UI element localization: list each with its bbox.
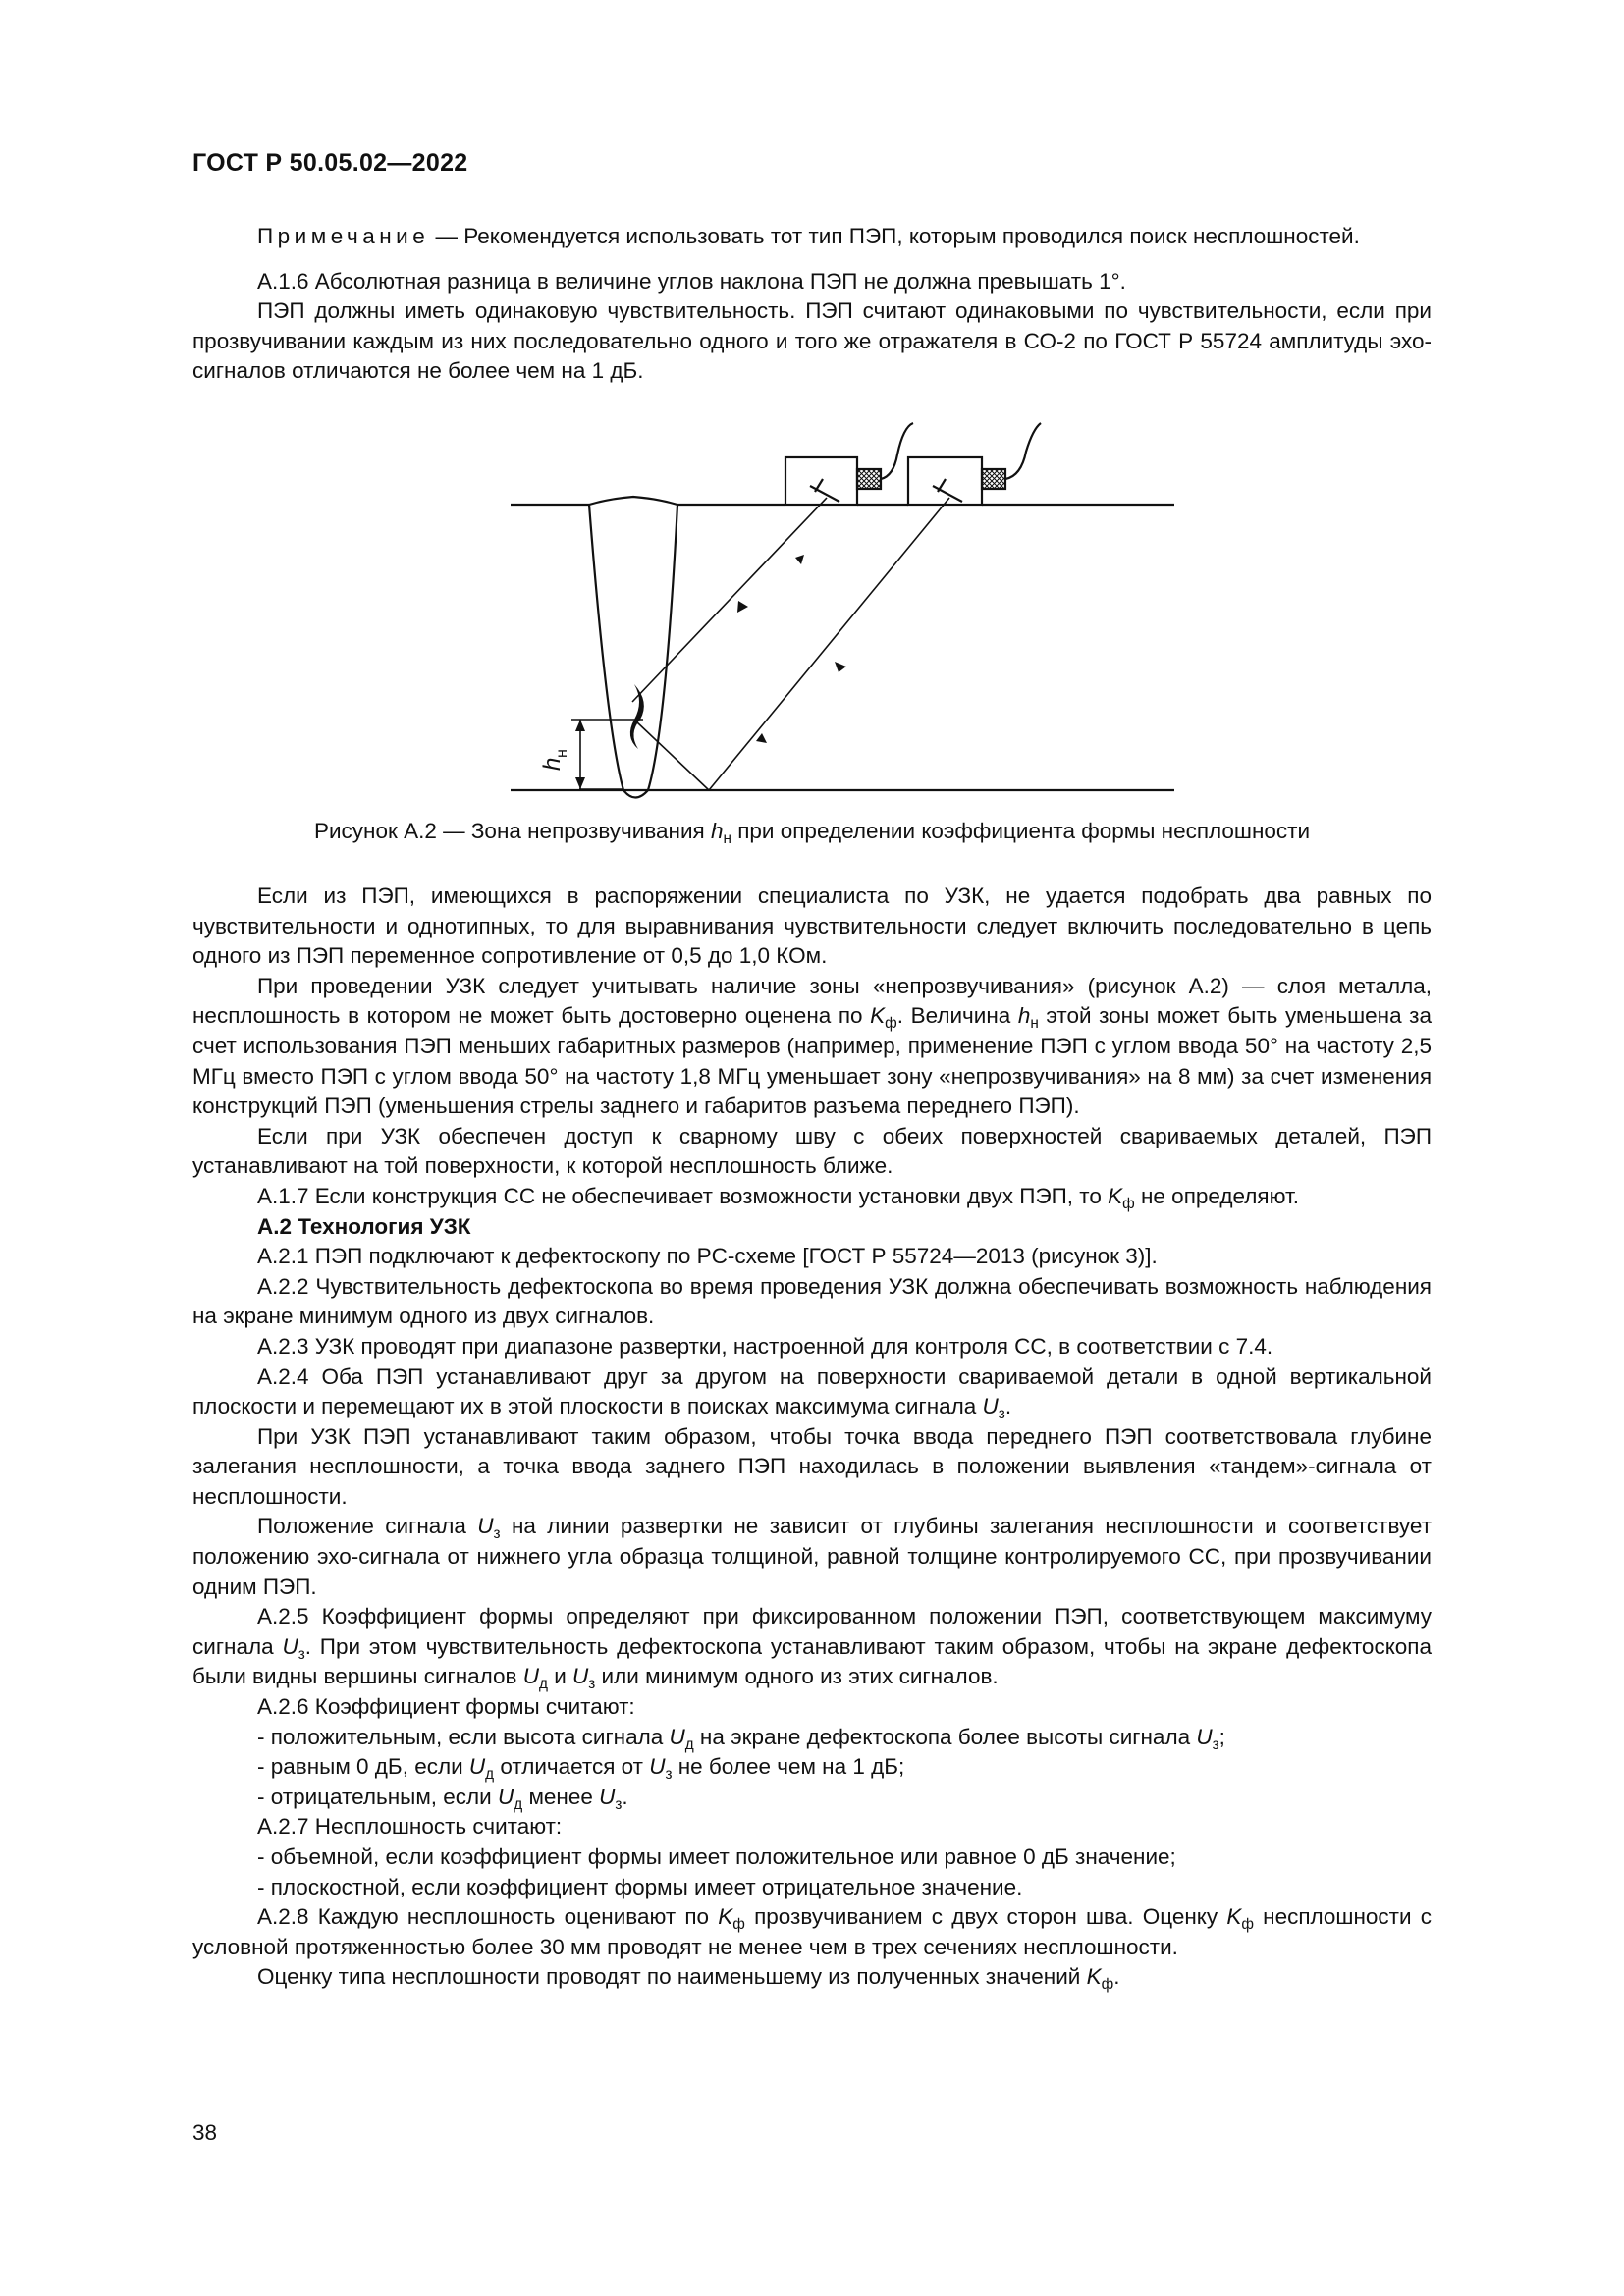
paragraph-a21: А.2.1 ПЭП подключают к дефектоскопу по PC-схеме [ГОСТ Р 55724—2013 (рисунок 3)]. [257,1244,1158,1269]
list-item-volumetric: - объемной, если коэффициент формы имеет положительное или равное 0 дБ значение; [257,1844,1176,1869]
paragraph-type-estimate: Оценку типа несплошности проводят по наименьшему из полученных значений $K_ф$. [257,1964,1120,1994]
paragraph-dead-zone: При проведении УЗК следует учитывать наличие зоны «непрозвучивания» (рисунок А.2) — слоя металла, несплошность в котором не может быть достоверно оценена по $K_ф$. Величина $h_н$ этой зоны может быть уменьшена за счет использования ПЭП меньших габаритных размеров (например, применение ПЭП с углом ввода 50° на частоту 2,5 МГц вместо ПЭП с углом ввода 50° на частоту 1,8 МГц уменьшает зону «непрозвучивания» на 8 мм) за счет изменения конструкций ПЭП (уменьшения стрелы заднего и габаритов разъема переднего ПЭП). [192,973,1432,1119]
beam-reflection [636,721,709,790]
list-item-positive: - положительным, если высота сигнала $U_д$ на экране дефектоскопа более высоты сигнала $U_з$; [257,1724,1225,1753]
paragraph-a25: А.2.5 Коэффициент формы определяют при фиксированном положении ПЭП, соответствующем максимуму сигнала $U_з$. При этом чувствительность дефектоскопа устанавливают таким образом, чтобы на экране дефектоскопа были видны вершины сигналов $U_д$ и $U_з$ или минимум одного из этих сигналов. [192,1604,1432,1693]
weld-seam [589,505,623,790]
list-item-zero: - равным 0 дБ, если $U_д$ отличается от $U_з$ не более чем на 1 дБ; [257,1754,905,1784]
paragraph-a22: А.2.2 Чувствительность дефектоскопа во время проведения УЗК должна обеспечивать возможность наблюдения на экране минимум одного из двух сигналов. [192,1273,1432,1329]
h-label: h [539,757,566,771]
paragraph-a24: А.2.4 Оба ПЭП устанавливают друг за другом на поверхности свариваемой детали в одной вертикальной плоскости и перемещают их в этой плоскости в поисках максимума сигнала $U_з$. [192,1363,1432,1422]
paragraph-access: Если при УЗК обеспечен доступ к сварному шву с обеих поверхностей свариваемых деталей, ПЭП устанавливают на той поверхности, к которой несплошность ближе. [192,1123,1432,1179]
paragraph-a23: А.2.3 УЗК проводят при диапазоне развертки, настроенной для контроля СС, в соответствии с 7.4. [257,1333,1273,1359]
beam-path-rear [632,498,827,702]
note-paragraph [192,222,1432,252]
plate-top-edge [511,497,785,505]
document-code-header: ГОСТ Р 50.05.02—2022 [192,149,468,177]
paragraph-a27: А.2.7 Несплошность считают: [257,1814,563,1840]
top-text-block [192,222,1432,387]
caption-text-start: Рисунок А.2 — Зона непрозвучивания [313,819,711,843]
beam-path-front-down [709,498,949,790]
paragraph-a17: А.1.7 Если конструкция СС не обеспечивает возможности установки двух ПЭП, то $K_ф$ не определяют. [257,1183,1300,1212]
h-label-subscript: н [554,749,570,758]
body-text-block [192,881,1432,1993]
paragraph-probe-position: При УЗК ПЭП устанавливают таким образом, чтобы точка ввода переднего ПЭП соответствовала глубине залегания несплошности, а точка ввода заднего ПЭП находилась в положении выявления «тандем»-сигнала от несплошности. [192,1423,1432,1509]
paragraph-a16: А.1.6 Абсолютная разница в величине углов наклона ПЭП не должна превышать 1°. [257,268,1126,294]
page-number: 38 [192,2120,218,2145]
note-label: Примечание [257,224,430,248]
figure-caption [192,817,1432,846]
paragraph-a26: А.2.6 Коэффициент формы считают: [257,1694,635,1720]
paragraph-a28: А.2.8 Каждую несплошность оценивают по $K_ф$ прозвучиванием с двух сторон шва. Оценку $K_ф$ несплошности с условной протяженностью более 30 мм проводят не менее чем в трех сечениях несплошности. [192,1904,1432,1959]
discontinuity-icon [630,684,644,749]
paragraph-equalize: Если из ПЭП, имеющихся в распоряжении специалиста по УЗК, не удается подобрать два равных по чувствительности и однотипных, то для выравнивания чувствительности следует включить последовательно в цепь одного из ПЭП переменное сопротивление от 0,5 до 1,0 КОм. [192,883,1432,969]
figure-a2-diagram [491,407,1178,810]
caption-symbol: h [711,819,724,843]
caption-text-end: при определении коэффициента формы несплошности [731,819,1311,843]
front-probe [908,423,1041,505]
caption-symbol-sub: н [723,829,731,847]
note-text: — Рекомендуется использовать тот тип ПЭП, которым проводился поиск несплошностей. [429,224,1360,248]
rear-probe [785,423,913,505]
list-item-negative: - отрицательным, если $U_д$ менее $U_з$. [257,1784,628,1813]
list-item-planar: - плоскостной, если коэффициент формы имеет отрицательное значение. [257,1874,1023,1899]
paragraph-signal-position: Положение сигнала $U_з$ на линии развертки не зависит от глубины залегания несплошности и соответствует положению эхо-сигнала от нижнего угла образца толщиной, равной толщине контролируемого СС, при прозвучивании одним ПЭП. [192,1514,1432,1599]
section-heading-a2: А.2 Технология УЗК [257,1213,471,1239]
paragraph-sensitivity: ПЭП должны иметь одинаковую чувствительность. ПЭП считают одинаковыми по чувствительности, если при прозвучивании каждым из них последовательно одного и того же отражателя в СО-2 по ГОСТ Р 55724 амплитуды эхо-сигналов отличаются не более чем на 1 дБ. [192,298,1432,384]
